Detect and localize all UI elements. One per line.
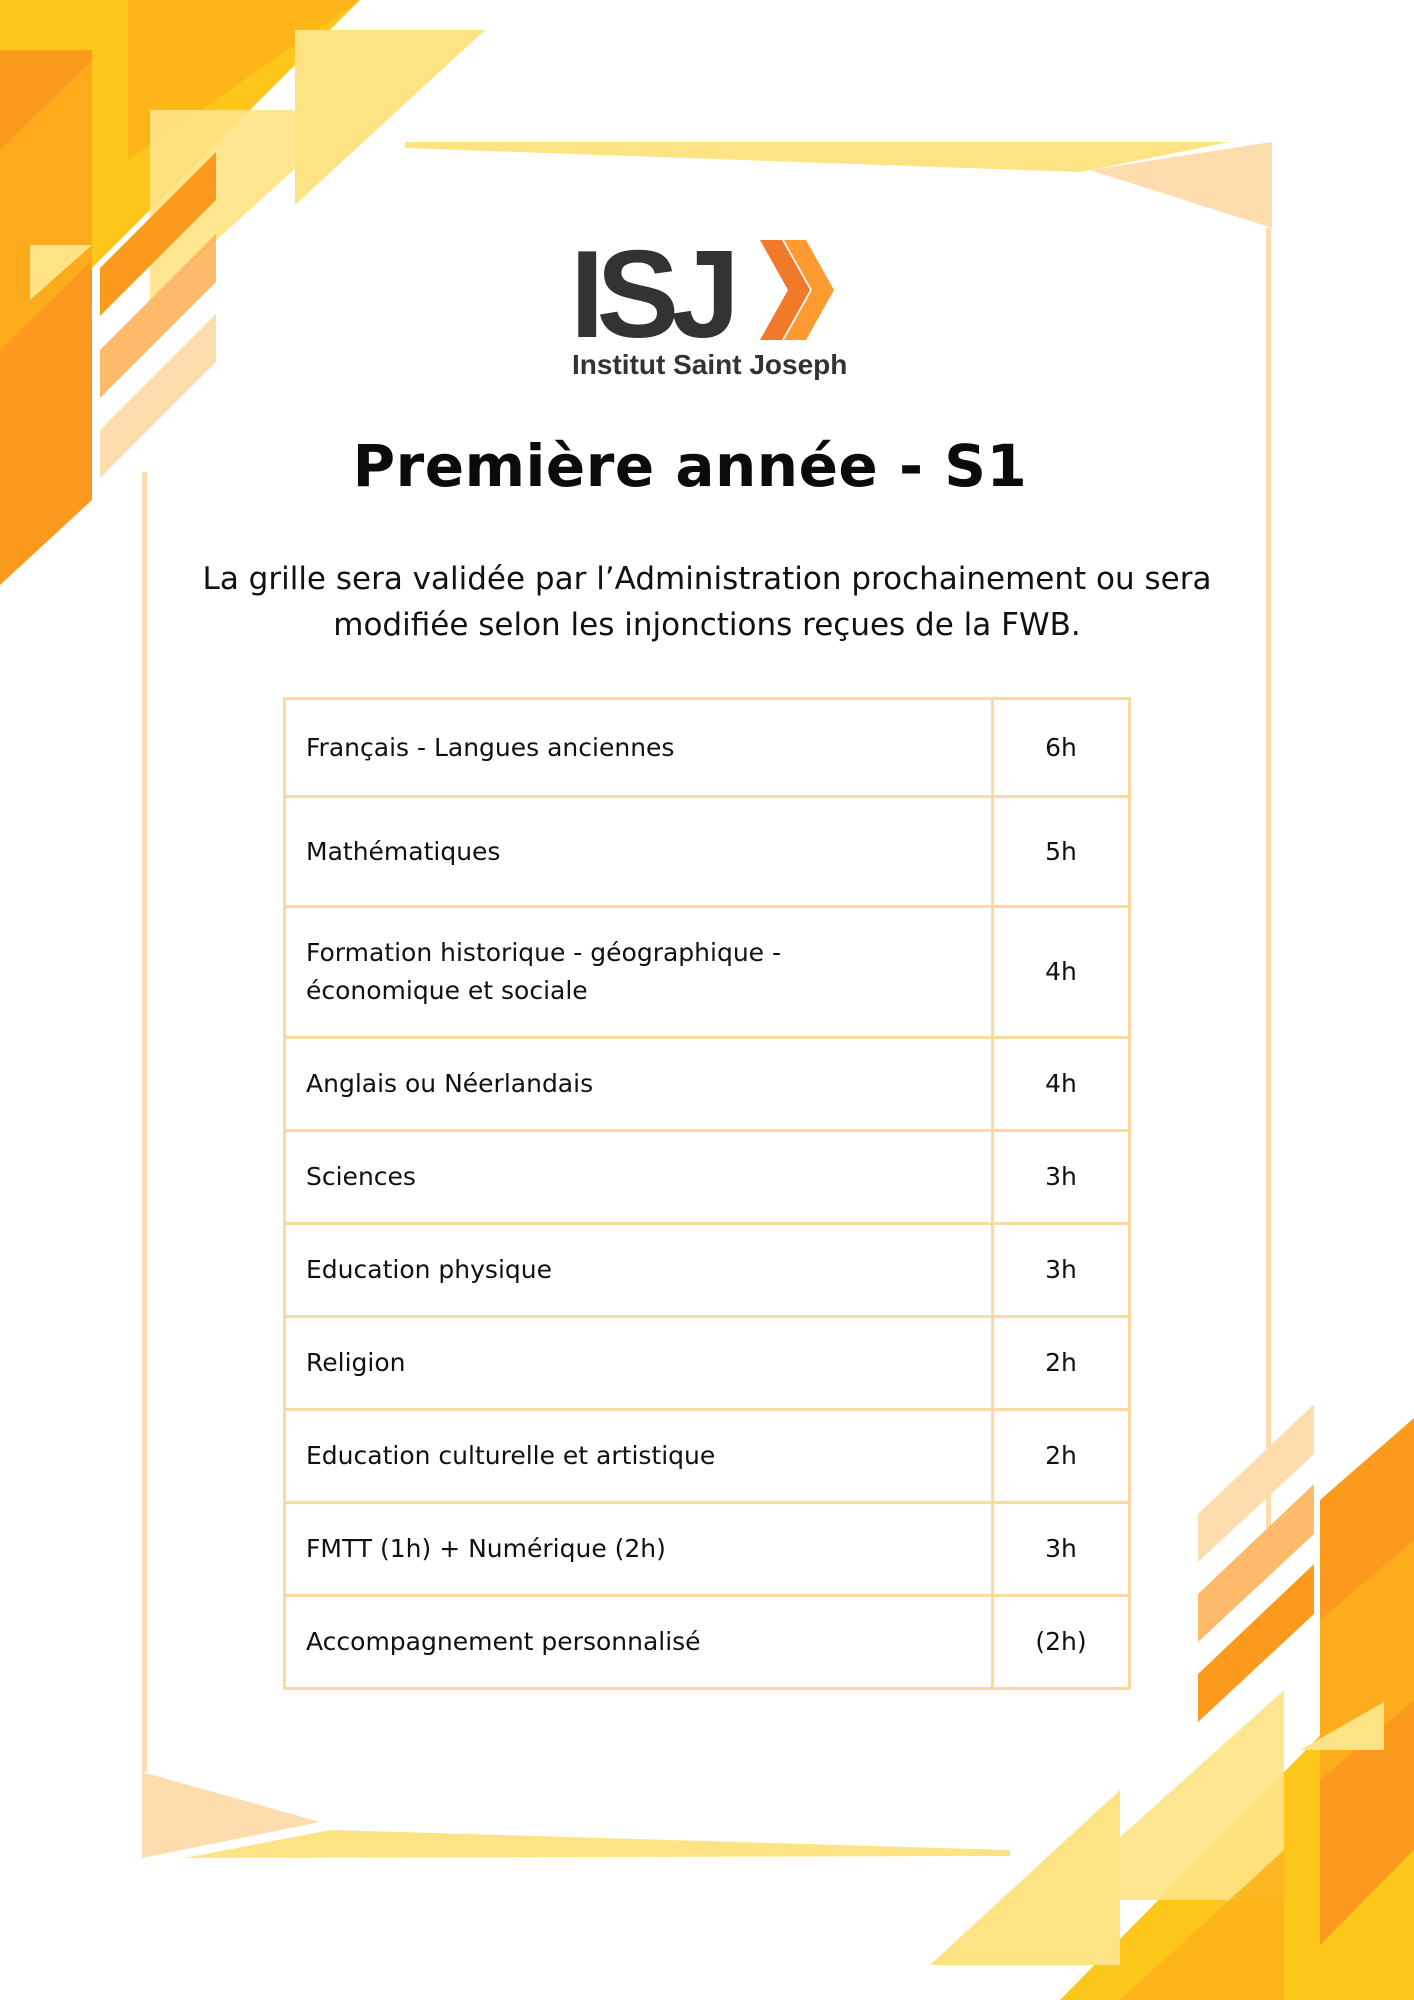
subtitle-line-1: La grille sera validée par l’Administration prochainement ou sera: [202, 561, 1212, 597]
subject-cell: Education physique: [285, 1224, 993, 1317]
table-row: [285, 907, 1130, 1038]
subject-cell: Education culturelle et artistique: [285, 1410, 993, 1503]
subtitle-line-2: modifiée selon les injonctions reçues de la FWB.: [333, 607, 1081, 643]
table-row: [285, 1596, 1130, 1689]
subject-cell: Français - Langues anciennes: [285, 699, 993, 797]
subject-line-2: économique et sociale: [306, 976, 588, 1005]
subject-cell: Accompagnement personnalisé: [285, 1596, 993, 1689]
page-title: Première année - S1: [352, 432, 1028, 500]
table-row: [285, 797, 1130, 907]
logo-name: Institut Saint Joseph: [572, 349, 848, 380]
subject-cell: FMTT (1h) + Numérique (2h): [285, 1503, 993, 1596]
table-row: [285, 699, 1130, 797]
hours-cell: 4h: [993, 907, 1130, 1038]
hours-cell: 3h: [993, 1224, 1130, 1317]
hours-cell: 3h: [993, 1131, 1130, 1224]
hours-cell: (2h): [993, 1596, 1130, 1689]
table-row: [285, 1503, 1130, 1596]
hours-cell: 2h: [993, 1317, 1130, 1410]
table-row: [285, 1410, 1130, 1503]
table-row: [285, 1224, 1130, 1317]
isj-logo: [570, 232, 850, 382]
subject-cell: [285, 907, 993, 1038]
double-chevron-icon: [760, 240, 834, 340]
hours-cell: 5h: [993, 797, 1130, 907]
table-row: [285, 1038, 1130, 1131]
hours-cell: 6h: [993, 699, 1130, 797]
subject-cell: Sciences: [285, 1131, 993, 1224]
subtitle-notice: [190, 556, 1224, 648]
subject-line-1: Formation historique - géographique -: [306, 938, 782, 967]
hours-cell: 4h: [993, 1038, 1130, 1131]
subject-cell: Mathématiques: [285, 797, 993, 907]
hours-cell: 2h: [993, 1410, 1130, 1503]
table-row: [285, 1317, 1130, 1410]
course-hours-table: [283, 697, 1131, 1690]
subject-cell: Religion: [285, 1317, 993, 1410]
subject-cell: Anglais ou Néerlandais: [285, 1038, 993, 1131]
table-row: [285, 1131, 1130, 1224]
hours-cell: 3h: [993, 1503, 1130, 1596]
logo-letters: ISJ: [570, 232, 733, 364]
